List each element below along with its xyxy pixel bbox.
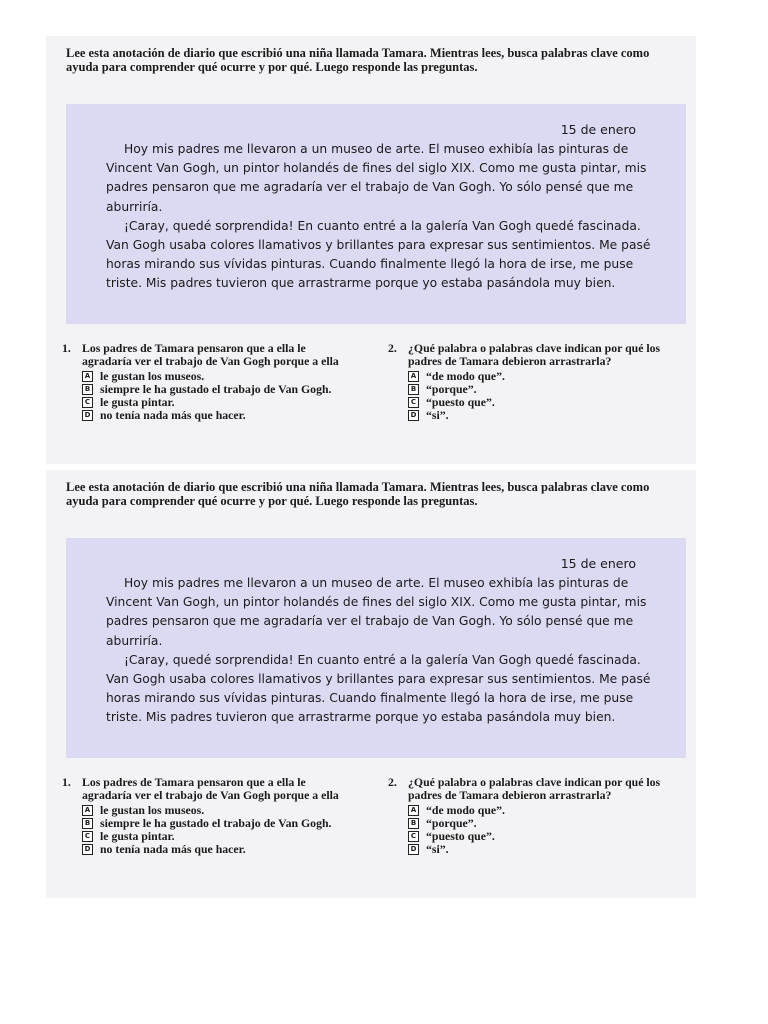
- instructions: Lee esta anotación de diario que escribió una niña llamada Tamara. Mientras lees, busca palabras clave como ayuda para comprender qué ocurre y por qué. Luego responde las preguntas.: [66, 46, 650, 74]
- diary-paragraph: Hoy mis padres me llevaron a un museo de arte. El museo exhibía las pinturas de Vincent Van Gogh, un pintor holandés de fines del siglo XIX. Como me gusta pintar, mis padres pensaron que me agradaría ver el trabajo de Van Gogh. Yo sólo pensé que me aburriría.: [106, 142, 647, 214]
- option-text: “si”.: [426, 408, 449, 422]
- answer-option-d[interactable]: [408, 843, 678, 856]
- question-text: Los padres de Tamara pensaron que a ella le agradaría ver el trabajo de Van Gogh porque a ella: [82, 341, 339, 368]
- diary-paragraph: Hoy mis padres me llevaron a un museo de arte. El museo exhibía las pinturas de Vincent Van Gogh, un pintor holandés de fines del siglo XIX. Como me gusta pintar, mis padres pensaron que me agradaría ver el trabajo de Van Gogh. Yo sólo pensé que me aburriría.: [106, 576, 647, 648]
- option-text: le gusta pintar.: [100, 829, 175, 843]
- worksheet-scan-2: [46, 470, 696, 898]
- answer-options: [62, 370, 352, 422]
- question-1: [62, 342, 352, 422]
- option-text: “de modo que”.: [426, 369, 505, 383]
- option-letter-badge: C: [408, 831, 419, 842]
- answer-options: [388, 804, 678, 856]
- diary-paragraph: ¡Caray, quedé sorprendida! En cuanto entré a la galería Van Gogh quedé fascinada. Van Gogh usaba colores llamativos y brillantes para expresar sus sentimientos. Me pasé horas mirando sus vívidas pinturas. Cuando finalmente llegó la hora de irse, me puse triste. Mis padres tuvieron que arrastrarme porque yo estaba pasándola muy bien.: [106, 652, 651, 725]
- diary-entry-box: [66, 538, 686, 758]
- answer-option-d[interactable]: [408, 409, 678, 422]
- option-letter-badge: C: [82, 397, 93, 408]
- diary-text: [106, 140, 666, 294]
- question-2: [388, 342, 678, 422]
- option-text: “porque”.: [426, 382, 477, 396]
- option-letter-badge: D: [408, 410, 419, 421]
- instructions: Lee esta anotación de diario que escribió una niña llamada Tamara. Mientras lees, busca palabras clave como ayuda para comprender qué ocurre y por qué. Luego responde las preguntas.: [66, 480, 650, 508]
- question-number: 1.: [62, 775, 71, 789]
- option-letter-badge: C: [408, 397, 419, 408]
- question-text: ¿Qué palabra o palabras clave indican por qué los padres de Tamara debieron arrastrarla?: [408, 775, 661, 802]
- answer-options: [388, 370, 678, 422]
- option-letter-badge: A: [408, 805, 419, 816]
- option-text: no tenía nada más que hacer.: [100, 408, 246, 422]
- option-letter-badge: C: [82, 831, 93, 842]
- question-number: 2.: [388, 341, 397, 355]
- option-text: le gusta pintar.: [100, 395, 175, 409]
- option-letter-badge: B: [408, 384, 419, 395]
- worksheet-scan-1: [46, 36, 696, 464]
- option-letter-badge: A: [82, 805, 93, 816]
- question-text: Los padres de Tamara pensaron que a ella le agradaría ver el trabajo de Van Gogh porque a ella: [82, 775, 339, 802]
- option-text: “puesto que”.: [426, 829, 495, 843]
- option-letter-badge: B: [82, 384, 93, 395]
- question-number: 2.: [388, 775, 397, 789]
- question-1: [62, 776, 352, 856]
- option-text: “de modo que”.: [426, 803, 505, 817]
- diary-date: 15 de enero: [560, 556, 636, 571]
- option-letter-badge: A: [408, 371, 419, 382]
- option-text: le gustan los museos.: [100, 803, 205, 817]
- diary-entry-box: [66, 104, 686, 324]
- answer-option-d[interactable]: [82, 409, 352, 422]
- option-text: “si”.: [426, 842, 449, 856]
- diary-date: 15 de enero: [560, 122, 636, 137]
- diary-paragraph: ¡Caray, quedé sorprendida! En cuanto entré a la galería Van Gogh quedé fascinada. Van Gogh usaba colores llamativos y brillantes para expresar sus sentimientos. Me pasé horas mirando sus vívidas pinturas. Cuando finalmente llegó la hora de irse, me puse triste. Mis padres tuvieron que arrastrarme porque yo estaba pasándola muy bien.: [106, 218, 651, 291]
- option-text: le gustan los museos.: [100, 369, 205, 383]
- option-letter-badge: D: [82, 844, 93, 855]
- option-text: “puesto que”.: [426, 395, 495, 409]
- option-letter-badge: B: [408, 818, 419, 829]
- option-text: no tenía nada más que hacer.: [100, 842, 246, 856]
- answer-options: [62, 804, 352, 856]
- option-letter-badge: D: [82, 410, 93, 421]
- option-text: siempre le ha gustado el trabajo de Van Gogh.: [100, 382, 332, 396]
- question-2: [388, 776, 678, 856]
- option-text: siempre le ha gustado el trabajo de Van Gogh.: [100, 816, 332, 830]
- option-letter-badge: B: [82, 818, 93, 829]
- option-letter-badge: D: [408, 844, 419, 855]
- question-number: 1.: [62, 341, 71, 355]
- question-text: ¿Qué palabra o palabras clave indican por qué los padres de Tamara debieron arrastrarla?: [408, 341, 661, 368]
- option-text: “porque”.: [426, 816, 477, 830]
- option-letter-badge: A: [82, 371, 93, 382]
- diary-text: [106, 574, 666, 728]
- answer-option-d[interactable]: [82, 843, 352, 856]
